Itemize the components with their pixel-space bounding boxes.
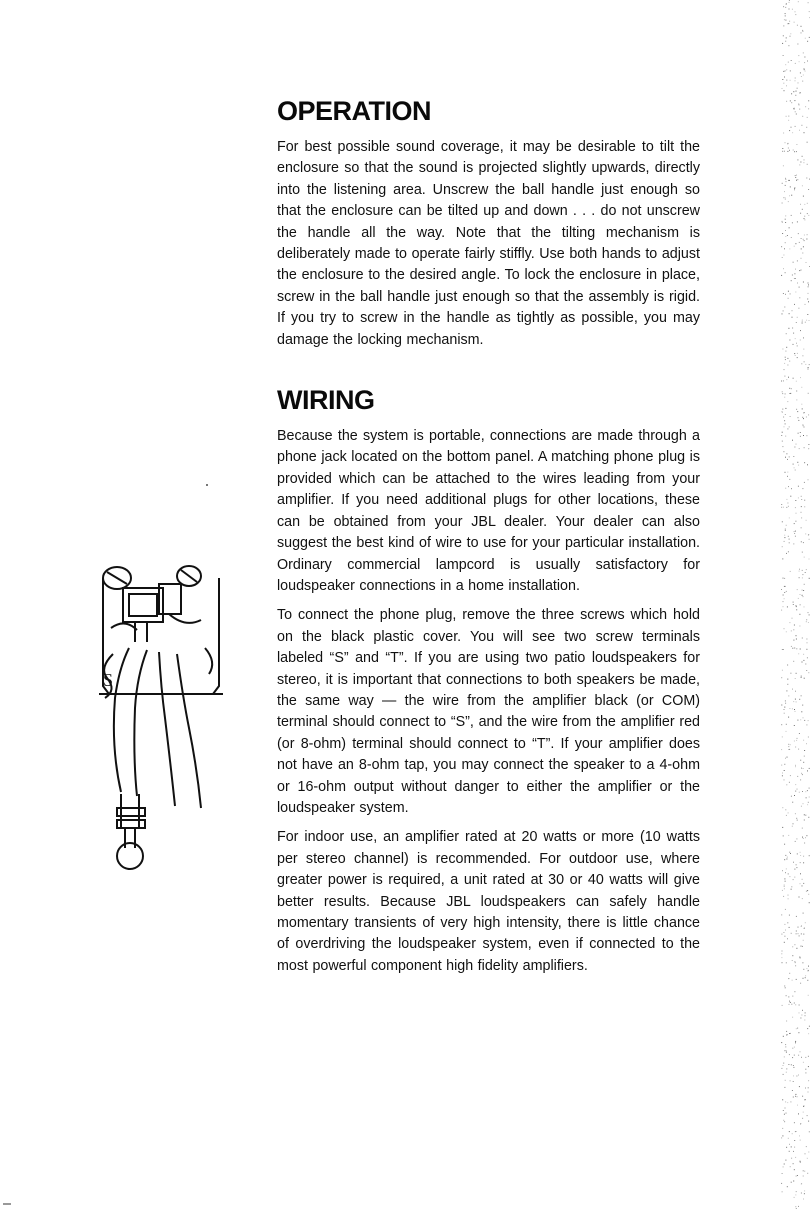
text-column	[277, 96, 700, 985]
wiring-paragraph-2: To connect the phone plug, remove the three screws which hold on the black plastic cover. You will see two screw terminals labeled “S” and “T”. If you are using two patio loudspeakers for stereo, it is important that connections to both speakers be made, the same way — the wire from the amplifier black (or COM) terminal should connect to “S”, and the wire from the amplifier red (or 8-ohm) terminal should connect to “T”. If your amplifier does not have an 8-ohm tap, you may connect the speaker to a 4-ohm or 16-ohm output without danger to either the amplifier or the loudspeaker system.	[277, 607, 700, 816]
figure-label: S	[103, 670, 114, 690]
section-heading-operation: OPERATION	[277, 96, 432, 126]
scan-mark	[3, 1203, 11, 1205]
operation-paragraph: For best possible sound coverage, it may be desirable to tilt the enclosure so that the sound is projected slightly upwards, directly into the listening area. Unscrew the ball handle just enough so that the enclosure can be tilted up and down . . . do not unscrew the handle all the way. Note that the tilting mechanism is deliberately made to operate fairly stiffly. Use both hands to adjust the enclosure to the desired angle. To lock the enclosure in place, screw in the ball handle just enough so that the assembly is rigid. If you try to screw in the handle as tightly as possible, you may damage the locking mechanism.	[277, 139, 700, 348]
phone-plug-illustration	[85, 558, 237, 872]
wiring-paragraph-3: For indoor use, an amplifier rated at 20 watts or more (10 watts per stereo channel) is recommended. For outdoor use, where greater power is required, a unit rated at 30 or 40 watts will give better results. Because JBL loudspeakers can safely handle momentary transients of very high intensity, there is little chance of overdriving the loudspeaker system, even if connected to the most powerful component high fidelity amplifiers.	[277, 829, 700, 974]
scan-speck	[206, 484, 208, 486]
section-heading-wiring: WIRING	[277, 385, 375, 416]
wiring-paragraph-1: Because the system is portable, connections are made through a phone jack located on the bottom panel. A matching phone plug is provided which can be attached to the wires leading from your amplifier. If you need additional plugs for other locations, these can be obtained from your JBL dealer. Your dealer can also suggest the best kind of wire to use for your particular installation. Ordinary commercial lampcord is usually satisfactory for loudspeaker connections in a home installation.	[277, 428, 700, 594]
page-edge-scan-noise	[777, 0, 811, 1209]
